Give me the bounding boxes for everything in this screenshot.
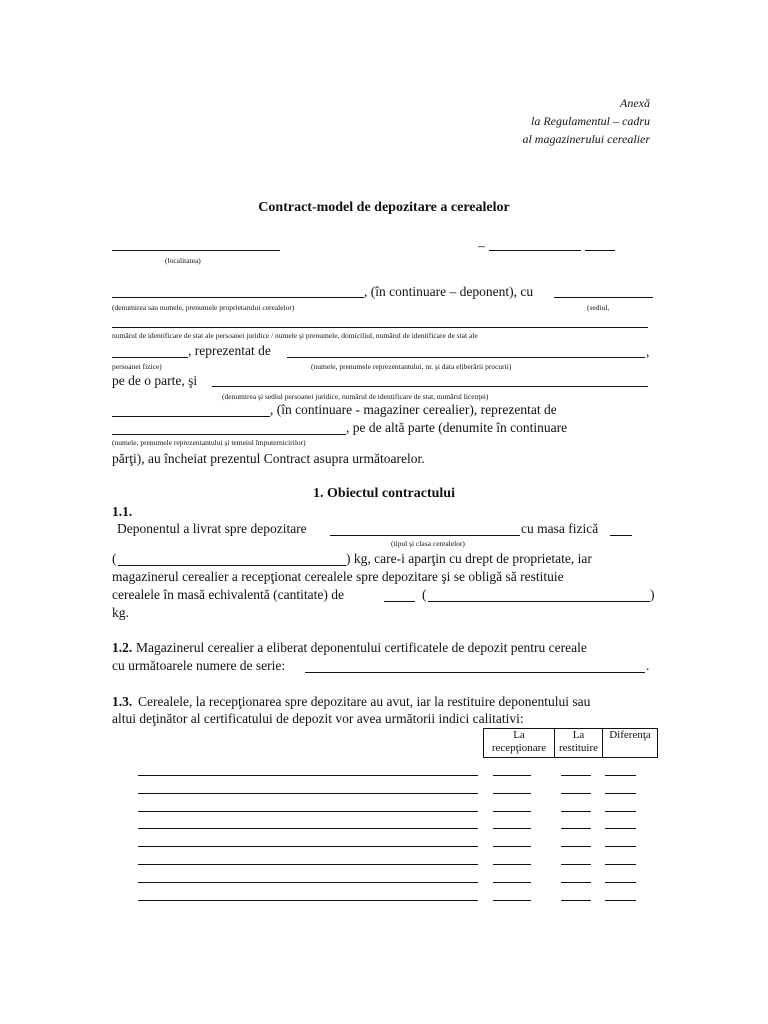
restitution-value-field[interactable]: [561, 882, 591, 883]
difference-value-field[interactable]: [605, 882, 636, 883]
locality-caption: (localitatea): [165, 256, 201, 265]
section-1-heading: 1. Obiectul contractului: [313, 486, 455, 501]
restitution-value-field[interactable]: [561, 811, 591, 812]
p13-line-1: Cerealele, la recepţionarea spre depozitare au avut, iar la restituire deponentului sau: [138, 694, 591, 709]
reception-value-field[interactable]: [493, 828, 531, 829]
p12-line-2: cu următoarele numere de serie:: [112, 658, 286, 673]
equivalent-mass-words-field[interactable]: [428, 601, 650, 602]
equivalent-mass-field[interactable]: [384, 601, 415, 602]
header-reception-line2: recepţionare: [491, 742, 547, 754]
restitution-value-field[interactable]: [561, 900, 591, 901]
deponent-text: , (în continuare – deponent), cu: [364, 284, 534, 299]
deponent-persons-field[interactable]: [112, 357, 188, 358]
warehouse-name-field[interactable]: [112, 416, 270, 417]
indicator-field[interactable]: [138, 900, 478, 901]
locality-field[interactable]: [112, 250, 280, 251]
warehouse-representative-field[interactable]: [112, 434, 346, 435]
p11-text-c: ) kg, care-i aparţin cu drept de proprietate, iar: [346, 551, 592, 566]
header-restitution: [555, 729, 603, 758]
grain-type-field[interactable]: [330, 535, 520, 536]
p11-text-b: cu masa fizică: [521, 521, 599, 536]
sediul-caption: (sediul,: [587, 303, 610, 312]
p11-e-open: (: [422, 587, 427, 602]
difference-value-field[interactable]: [605, 846, 636, 847]
indicator-field[interactable]: [138, 775, 478, 776]
header-difference: [603, 729, 658, 758]
reception-value-field[interactable]: [493, 775, 531, 776]
restitution-value-field[interactable]: [561, 775, 591, 776]
header-reception: [484, 729, 555, 758]
other-side-text: , pe de altă parte (denumite în continuare: [346, 420, 568, 435]
warehouse-caption: (denumirea şi sediul persoanei juridice, numărul de identificare de stat, numărul licenţei): [222, 392, 489, 401]
restitution-value-field[interactable]: [561, 846, 591, 847]
difference-value-field[interactable]: [605, 900, 636, 901]
annex-line-1: Anexă: [620, 96, 650, 110]
id-caption: numărul de identificare de stat ale persoanei juridice / numele şi prenumele, domiciliul, numărul de identificare de stat ale: [112, 331, 478, 340]
indicator-field[interactable]: [138, 828, 478, 829]
indicator-field[interactable]: [138, 864, 478, 865]
warehouse-field[interactable]: [212, 386, 648, 387]
p13-line-2: altui deţinător al certificatului de depozit vor avea următorii indici calitativi:: [112, 711, 524, 726]
header-restitution-line2: restituire: [558, 742, 599, 754]
deponent-name-field[interactable]: [112, 297, 364, 298]
p11-line-3: magazinerul cerealier a recepţionat cerealele spre depozitare şi se obligă să restituie: [112, 569, 564, 584]
deponent-id-field[interactable]: [112, 327, 648, 328]
difference-value-field[interactable]: [605, 793, 636, 794]
indicator-field[interactable]: [138, 793, 478, 794]
one-side-text: pe de o parte, şi: [112, 373, 198, 388]
reception-value-field[interactable]: [493, 846, 531, 847]
deponent-address-field[interactable]: [554, 297, 653, 298]
magaziner-text: , (în continuare - magaziner cerealier), reprezentat de: [270, 402, 557, 417]
grain-type-caption: (tipul şi clasa cerealelor): [391, 539, 465, 548]
document-title: Contract-model de depozitare a cerealelor: [258, 200, 510, 215]
p11-text-a: Deponentul a livrat spre depozitare: [117, 521, 307, 536]
p12-line-1: Magazinerul cerealier a eliberat deponentului certificatele de depozit pentru cereale: [136, 640, 587, 655]
p12-end: .: [646, 658, 650, 673]
rep2-caption: (numele, prenumele reprezentantului şi temeiul împuternicirilor): [112, 438, 306, 447]
header-restitution-line1: La: [572, 729, 585, 741]
quality-table-header: [483, 728, 658, 758]
difference-value-field[interactable]: [605, 828, 636, 829]
restitution-value-field[interactable]: [561, 793, 591, 794]
date-dash: –: [478, 238, 485, 253]
represented-text: , reprezentat de: [188, 343, 271, 358]
p11-e-close: ): [650, 587, 655, 602]
header-difference-line1: Diferenţa: [609, 729, 651, 741]
p11-open-paren: (: [112, 551, 117, 566]
reception-value-field[interactable]: [493, 900, 531, 901]
difference-value-field[interactable]: [605, 775, 636, 776]
difference-value-field[interactable]: [605, 864, 636, 865]
indicator-field[interactable]: [138, 846, 478, 847]
indicator-field[interactable]: [138, 882, 478, 883]
indicator-field[interactable]: [138, 811, 478, 812]
serial-numbers-field[interactable]: [305, 672, 645, 673]
restitution-value-field[interactable]: [561, 864, 591, 865]
restitution-value-field[interactable]: [561, 828, 591, 829]
persons-caption: persoanei fizice): [112, 362, 162, 371]
p11-kg: kg.: [112, 605, 129, 620]
rep-caption: (numele, prenumele reprezentantului, nr. şi data eliberării procurii): [311, 362, 512, 371]
deponent-caption: (denumirea sau numele, prenumele proprietarului cerealelor): [112, 303, 295, 312]
difference-value-field[interactable]: [605, 811, 636, 812]
deponent-representative-field[interactable]: [287, 357, 645, 358]
physical-mass-field[interactable]: [610, 535, 632, 536]
represented-comma: ,: [646, 344, 650, 359]
date-field-day-month[interactable]: [489, 250, 581, 251]
p13-number: 1.3.: [112, 694, 133, 709]
p11-number: 1.1.: [112, 504, 133, 519]
reception-value-field[interactable]: [493, 811, 531, 812]
concluded-text: părţi), au încheiat prezentul Contract asupra următoarelor.: [112, 451, 425, 466]
reception-value-field[interactable]: [493, 882, 531, 883]
p11-text-d: cerealele în masă echivalentă (cantitate) de: [112, 587, 344, 602]
date-field-year[interactable]: [585, 250, 615, 251]
annex-line-3: al magazinerului cerealier: [522, 132, 650, 146]
header-reception-line1: La: [513, 729, 525, 741]
reception-value-field[interactable]: [493, 793, 531, 794]
p12-number: 1.2.: [112, 640, 133, 655]
annex-line-2: la Regulamentul – cadru: [531, 114, 650, 128]
physical-mass-words-field[interactable]: [118, 565, 346, 566]
reception-value-field[interactable]: [493, 864, 531, 865]
